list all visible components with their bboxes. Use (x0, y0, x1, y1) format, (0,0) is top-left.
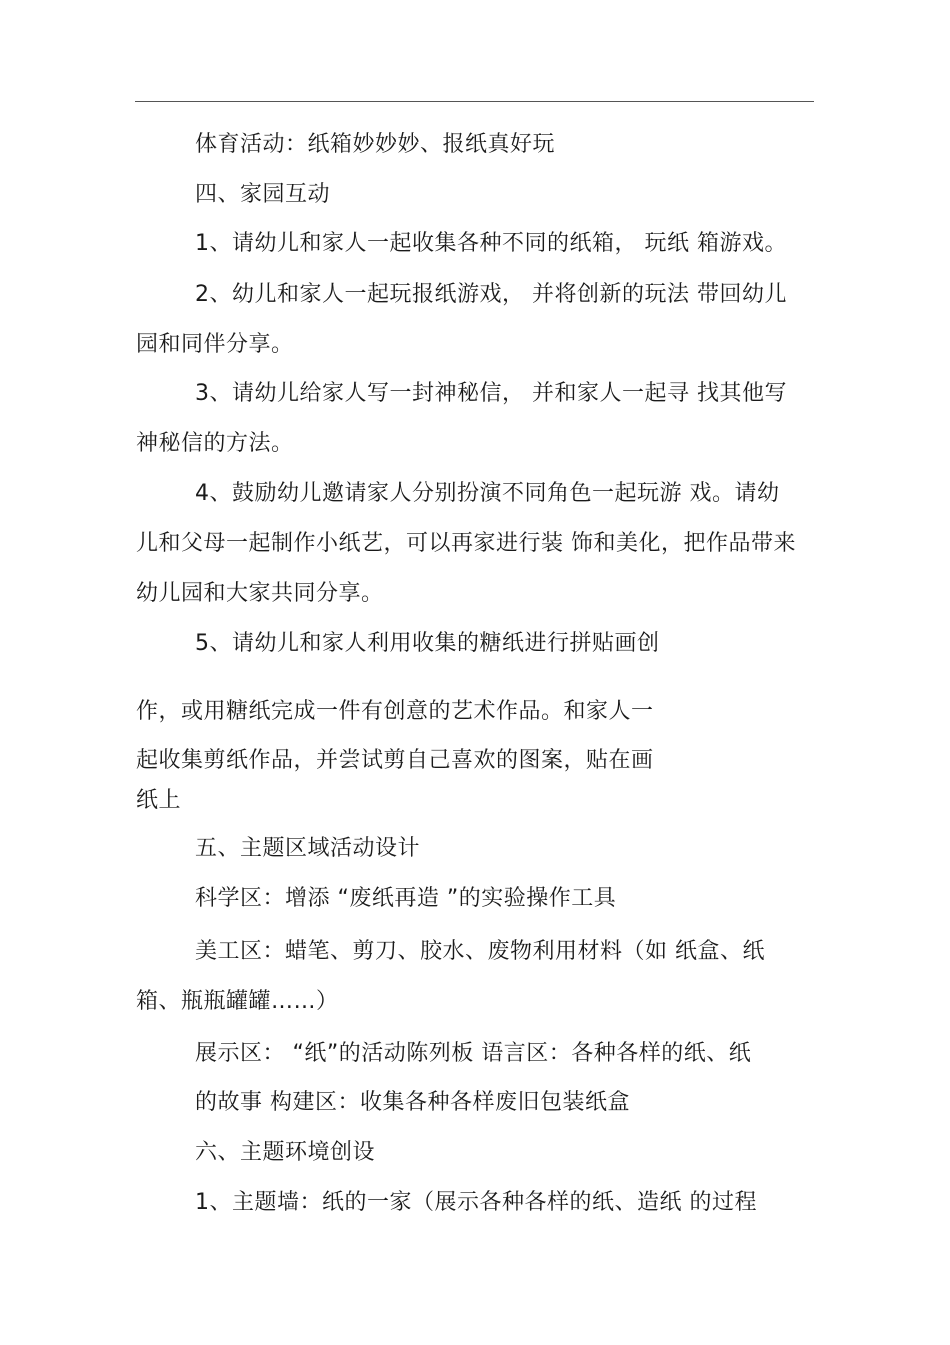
text-line-theme-wall: 1、主题墙：纸的一家（展示各种各样的纸、造纸 的过程 (195, 1190, 757, 1215)
header-rule (135, 101, 814, 102)
text-line-science-area: 科学区：增添 “废纸再造 ”的实验操作工具 (195, 886, 617, 911)
text-line-item-5: 5、请幼儿和家人利用收集的糖纸进行拼贴画创 (195, 631, 660, 656)
section-heading-5: 五、主题区域活动设计 (195, 836, 421, 861)
text-line-item-5-cont-3: 纸上 (136, 788, 182, 813)
text-line-item-3: 3、请幼儿给家人写一封神秘信， 并和家人一起寻 找其他写 (195, 381, 787, 406)
text-line-item-4-cont-2: 幼儿园和大家共同分享。 (136, 581, 384, 606)
section-heading-6: 六、主题环境创设 (195, 1140, 376, 1165)
text-line-art-area-cont: 箱、瓶瓶罐罐……） (136, 989, 339, 1014)
text-line-item-4: 4、鼓励幼儿邀请家人分别扮演不同角色一起玩游 戏。请幼 (195, 481, 780, 506)
text-line-item-5-cont-2: 起收集剪纸作品，并尝试剪自己喜欢的图案，贴在画 (136, 748, 654, 773)
text-line-art-area: 美工区：蜡笔、剪刀、胶水、废物利用材料（如 纸盒、纸 (195, 939, 765, 964)
section-heading-4: 四、家园互动 (195, 182, 331, 207)
text-line-item-5-cont-1: 作，或用糖纸完成一件有创意的艺术作品。和家人一 (136, 699, 654, 724)
text-line-item-4-cont-1: 儿和父母一起制作小纸艺，可以再家进行装 饰和美化，把作品带来 (136, 531, 796, 556)
text-line-activity: 体育活动：纸箱妙妙妙、报纸真好玩 (195, 132, 556, 157)
text-line-item-3-cont: 神秘信的方法。 (136, 431, 294, 456)
text-line-item-1: 1、请幼儿和家人一起收集各种不同的纸箱， 玩纸 箱游戏。 (195, 231, 787, 256)
text-line-display-area: 展示区： “纸”的活动陈列板 语言区：各种各样的纸、纸 (195, 1041, 752, 1066)
text-line-item-2-cont: 园和同伴分享。 (136, 332, 294, 357)
text-line-display-area-cont: 的故事 构建区：收集各种各样废旧包装纸盒 (195, 1090, 630, 1115)
text-line-item-2: 2、幼儿和家人一起玩报纸游戏， 并将创新的玩法 带回幼儿 (195, 282, 787, 307)
